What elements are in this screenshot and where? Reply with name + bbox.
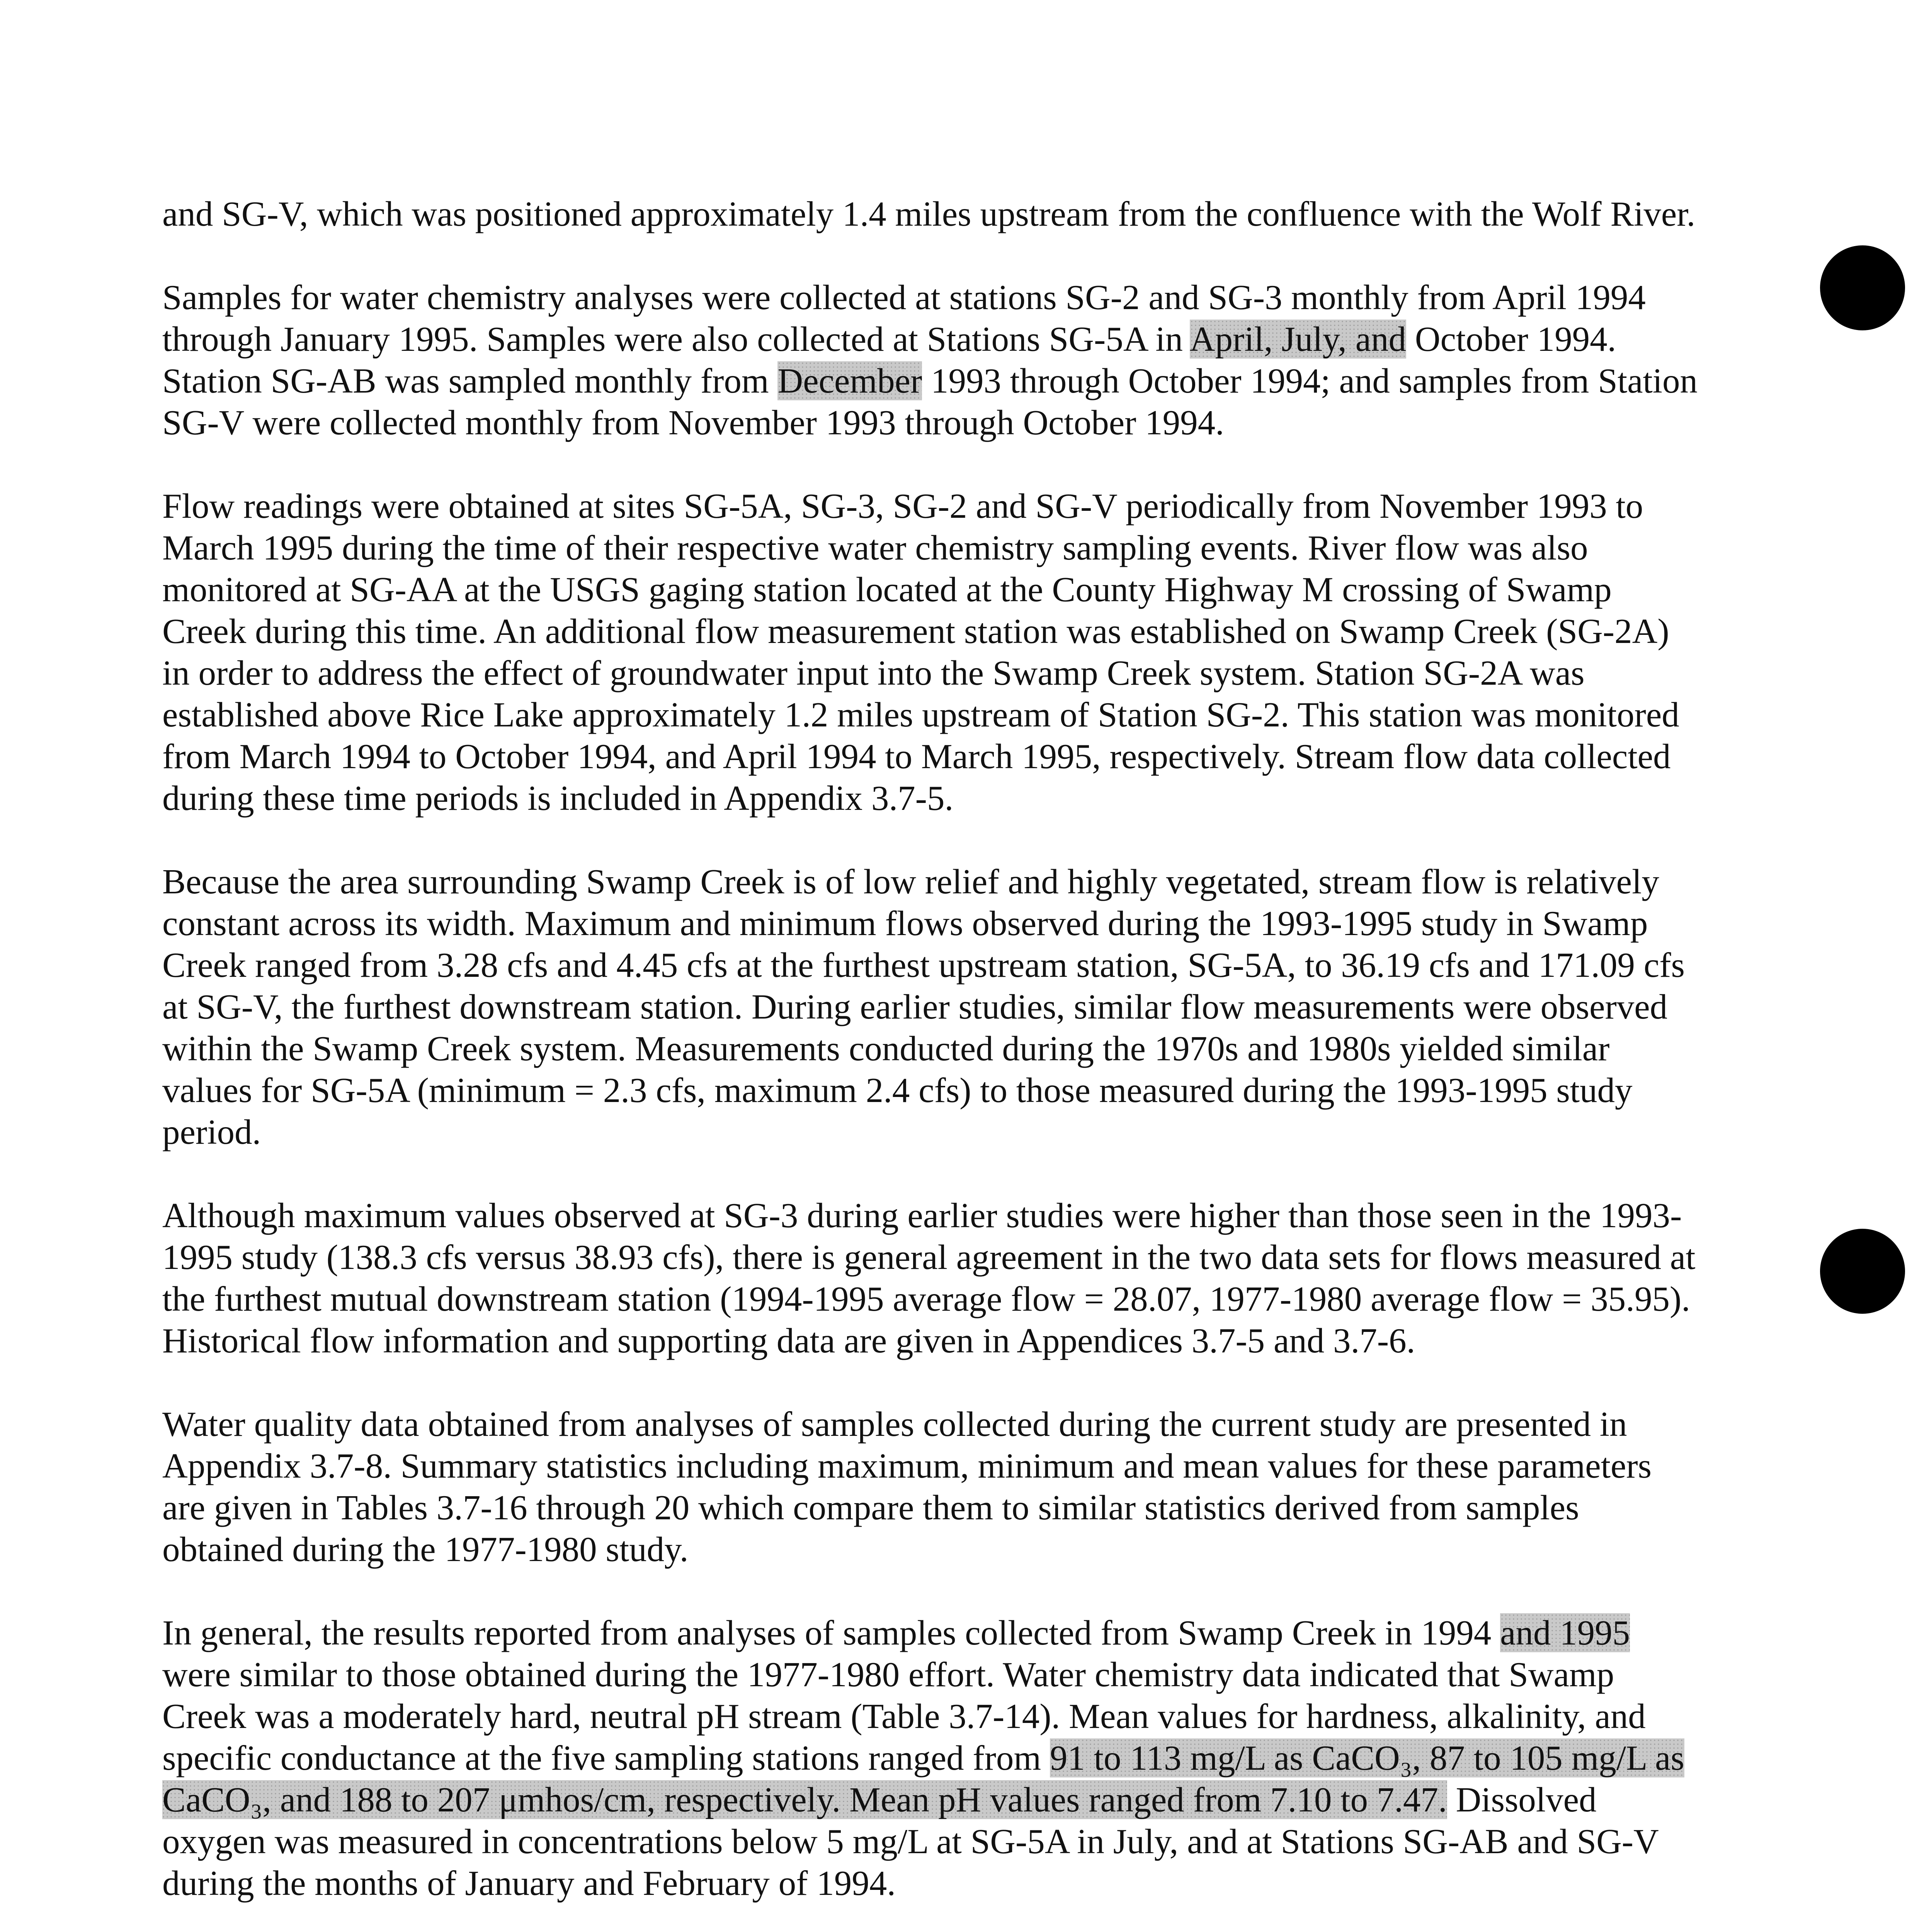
highlighted-text: April, July, and [1189,320,1407,359]
highlighted-text: and 1995 [1500,1613,1630,1652]
paragraph [162,1195,1700,1362]
paragraph-text: Flow readings were obtained at sites SG-5A, SG-3, SG-2 and SG-V periodically from November 1993 to March 1995 during the time of their respective water chemistry sampling events. River flow was also monitored at SG-AA at the USGS gaging station located at the County Highway M crossing of Swamp Creek during this time. An additional flow measurement station was established on Swamp Creek (SG-2A) in order to address the effect of groundwater input into the Swamp Creek system. Station SG-2A was established above Rice Lake approximately 1.2 miles upstream of Station SG-2. This station was monitored from March 1994 to October 1994, and April 1994 to March 1995, respectively. Stream flow data collected during these time periods is included in Appendix 3.7-5. [162,486,1679,818]
punch-hole-middle [1820,1229,1905,1314]
paragraph-text: Water quality data obtained from analyses of samples collected during the current study are presented in Appendix 3.7-8. Summary statistics including maximum, minimum and mean values for these parameters are given in Tables 3.7-16 through 20 which compare them to similar statistics derived from samples obtained during the 1977-1980 study. [162,1405,1652,1569]
paragraph-text: were similar to those obtained during the 1977-1980 effort. Water chemistry data indicated that Swamp Creek was a moderately hard, neutral pH stream (Table 3.7-14). Mean values for hardness, alkalinity, and specific conductance at the five sampling stations ranged from [162,1655,1646,1777]
paragraph [162,1403,1700,1570]
highlighted-text: 91 to 113 mg/L as CaCO₃, 87 to 105 mg/L as CaCO₃, and 188 to 207 μmhos/cm, respectively. Mean pH values ranged from 7.10 to 7.47. [162,1738,1684,1819]
paragraph [162,193,1700,235]
paragraph-text: October 1994. Station SG-AB was sampled monthly from [162,320,1616,400]
paragraph-text: In general, the results reported from analyses of samples collected from Swamp Creek in 1994 [162,1613,1500,1652]
paragraph [162,485,1700,819]
paragraph-text: Because the area surrounding Swamp Creek is of low relief and highly vegetated, stream flow is relatively constant across its width. Maximum and minimum flows observed during the 1993-1995 study in Swamp Creek ranged from 3.28 cfs and 4.45 cfs at the furthest upstream station, SG-5A, to 36.19 cfs and 171.09 cfs at SG-V, the furthest downstream station. During earlier studies, similar flow measurements were observed within the Swamp Creek system. Measurements conducted during the 1970s and 1980s yielded similar values for SG-5A (minimum = 2.3 cfs, maximum 2.4 cfs) to those measured during the 1993-1995 study period. [162,862,1685,1151]
paragraph-text: 1993 through October 1994; and samples from Station SG-V were collected monthly from November 1993 through October 1994. [162,361,1698,442]
highlighted-text: December [777,361,922,400]
paragraph-text: Dissolved oxygen was measured in concentrations below 5 mg/L at SG-5A in July, and at Stations SG-AB and SG-V during the months of January and February of 1994. [162,1780,1659,1903]
paragraph [162,1612,1700,1904]
paragraph-text: and SG-V, which was positioned approximately 1.4 miles upstream from the confluence with the Wolf River. [162,194,1696,233]
paragraph-text: Samples for water chemistry analyses were collected at stations SG-2 and SG-3 monthly from April 1994 through January 1995. Samples were also collected at Stations SG-5A in [162,278,1646,359]
punch-hole-top [1820,245,1905,330]
body-text [162,193,1700,1932]
paragraph [162,861,1700,1153]
paragraph-text: Although maximum values observed at SG-3 during earlier studies were higher than those seen in the 1993-1995 study (138.3 cfs versus 38.93 cfs), there is general agreement in the two data sets for flows measured at the furthest mutual downstream station (1994-1995 average flow = 28.07, 1977-1980 average flow = 35.95). Historical flow information and supporting data are given in Appendices 3.7-5 and 3.7-6. [162,1196,1696,1360]
paragraph [162,277,1700,444]
